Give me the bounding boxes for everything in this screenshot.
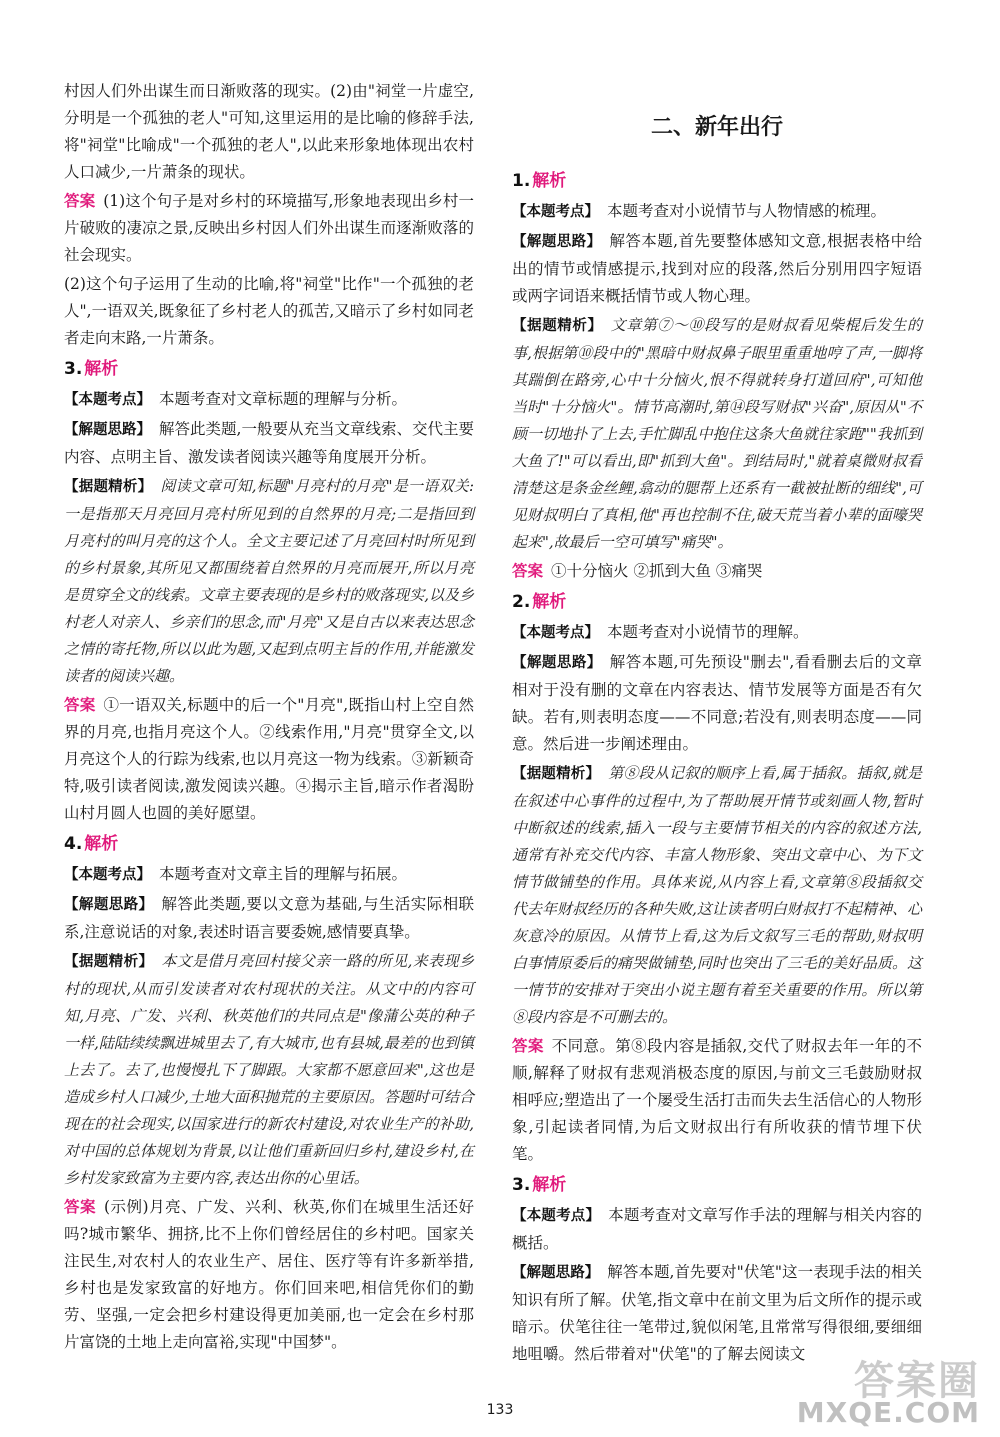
question-number: 3. [64,359,83,379]
r-q1-kaodian [512,198,922,226]
q4-silu [64,891,474,946]
right-column [512,78,922,1370]
kaodian-text: 本题考查对文章标题的理解与分析。 [159,390,408,408]
tag-silu: 【解题思路】 [512,1265,600,1281]
silu-text: 解答本题,首先要整体感知文意,根据表格中给出的情节或情感提示,找到对应的段落,然后分别用四字短语或两字词语来概括情节或人物心理。 [512,232,923,305]
r-q1-jingxi [512,312,922,556]
tag-silu: 【解题思路】 [512,655,602,671]
page-number: 133 [486,1402,514,1418]
r-q2-kaodian [512,619,922,647]
answer-label: 答案 [512,1037,544,1055]
silu-text: 解答此类题,要以文意为基础,与生活实际相联系,注意说话的对象,表述时语言要委婉,感情要真挚。 [64,895,475,941]
jingxi-text: 本文是借月亮回村接父亲一路的所见,来表现乡村的现状,从而引发读者对农村现状的关注。从文中的内容可知,月亮、广发、兴利、秋英他们的共同点是"像蒲公英的种子一样,陆陆续续飘进城里去了,有大城市,也有县城,最差的也到镇上去了。去了,也慢慢扎下了脚跟。大家都不愿意回来",这也是造成乡村人口减少,土地大面积抛荒的主要原因。答题时可结合现在的社会现实,以国家进行的新农村建设,对农业生产的补助,对中国的总体规划为背景,以让他们重新回归乡村,建设乡村,在乡村发家致富为主要内容,表达出你的心里话。 [64,952,474,1187]
silu-text: 解答本题,首先要对"伏笔"这一表现手法的相关知识有所了解。伏笔,指文章中在前文里为后文所作的提示或暗示。伏笔往往一笔带过,貌似闲笔,且常常写得很细,要细细地咀嚼。然后带着对"伏笔"的了解去阅读文 [512,1263,923,1363]
analysis-label: 解析 [84,834,119,854]
left-column [64,78,474,1358]
watermark-logo [778,1349,988,1429]
r-q1-answer [512,558,922,585]
jingxi-text: 阅读文章可知,标题"月亮村的月亮"是一语双关:一是指那天月亮回月亮村所见到的自然界的月亮;二是指回到月亮村的叫月亮的这个人。全文主要记述了月亮回村时所见到的乡村景象,其所见又都围绕着自然界的月亮而展开,所以月亮是贯穿全文的线索。文章主要表现的是乡村的败落现实,以及乡村老人对亲人、乡亲们的思念,而"月亮"又是自古以来表达思念之情的寄托物,所以以此为题,又起到点明主旨的作用,并能激发读者的阅读兴趣。 [64,477,475,685]
question-number: 3. [512,1175,531,1195]
question-number: 4. [64,834,83,854]
q3-jingxi [64,473,474,690]
question-3-heading [64,354,474,384]
silu-text: 解答本题,可先预设"删去",看看删去后的文章相对于没有删的文章在内容表达、情节发展等方面是否有欠缺。若有,则表明态度——不同意;若没有,则表明态度——同意。然后进一步阐述理由。 [512,653,922,753]
r-q2-silu [512,649,922,758]
tag-jingxi: 【据题精析】 [512,766,601,782]
question-1-heading [512,166,922,196]
r-q3-kaodian [512,1202,922,1257]
q4-kaodian [64,861,474,889]
silu-text: 解答此类题,一般要从充当文章线索、交代主要内容、点明主旨、激发读者阅读兴趣等角度展开分析。 [64,420,474,466]
kaodian-text: 本题考查对文章写作手法的理解与相关内容的概括。 [512,1206,922,1252]
question-number: 1. [512,171,531,191]
q2-answer-2: (2)这个句子运用了生动的比喻,将"祠堂"比作"一个孤独的老人",一语双关,既象征了乡村老人的孤苦,又暗示了乡村如同老者走向末路,一片萧条。 [64,275,474,347]
tag-kaodian: 【本题考点】 [64,867,151,883]
q2-answer-1 [64,188,474,269]
tag-silu: 【解题思路】 [512,234,602,250]
jingxi-text: 文章第⑦～⑩段写的是财叔看见柴棍后发生的事,根据第⑩段中的"黑暗中财叔鼻子眼里重重地哼了声,一脚将其踹倒在路旁,心中十分恼火,恨不得就转身打道回府",可知他当时"十分恼火"。情节高潮时,第⑭段写财叔"兴奋",原因从"不顾一切地扑了上去,手忙脚乱中抱住这条大鱼就往家跑""我抓到大鱼了!"可以看出,即"抓到大鱼"。到结局时,"就着桌微财叔看清楚这是条金丝鲤,翕动的腮帮上还系有一截被扯断的细线",可见财叔明白了真相,他"再也控制不住,破天荒当着小辈的面嚎哭起来",故最后一空可填写"痛哭"。 [512,316,922,551]
tag-jingxi: 【据题精析】 [64,954,154,970]
analysis-label: 解析 [532,1175,567,1195]
watermark-top: 答案圈 [854,1358,980,1404]
analysis-label: 解析 [84,359,119,379]
kaodian-text: 本题考查对小说情节的理解。 [607,623,809,641]
answer-text: ①一语双关,标题中的后一个"月亮",既指山村上空自然界的月亮,也指月亮这个人。②线索作用,"月亮"贯穿全文,以月亮这个人的行踪为线索,也以月亮这一物为线索。③新颖奇特,吸引读者阅读,激发阅读兴趣。④揭示主旨,暗示作者渴盼山村月圆人也圆的美好愿望。 [64,696,474,822]
kaodian-text: 本题考查对文章主旨的理解与拓展。 [159,865,408,883]
watermark-bottom: MXQE.COM [796,1396,980,1429]
analysis-label: 解析 [532,171,567,191]
tag-silu: 【解题思路】 [64,422,152,438]
q3-answer [64,692,474,827]
tag-kaodian: 【本题考点】 [64,392,151,408]
answer-label: 答案 [64,1198,96,1216]
kaodian-text: 本题考查对小说情节与人物情感的梳理。 [607,202,887,220]
analysis-label: 解析 [532,592,567,612]
question-4-heading [64,829,474,859]
tag-jingxi: 【据题精析】 [64,479,153,495]
question-number: 2. [512,592,531,612]
q4-jingxi [64,948,474,1192]
r-q1-silu [512,228,922,310]
tag-jingxi: 【据题精析】 [512,318,603,334]
jingxi-text: 第⑧段从记叙的顺序上看,属于插叙。插叙,就是在叙述中心事件的过程中,为了帮助展开情节或刻画人物,暂时中断叙述的线索,插入一段与主要情节相关的内容的叙述方法,通常有补充交代内容、丰富人物形象、突出文章中心、为下文情节做铺垫的作用。具体来说,从内容上看,文章第⑧段插叙交代去年财叔经历的各种失败,这让读者明白财叔打不起精神、心灰意冷的原因。从情节上看,这为后文叙写三毛的帮助,财叔明白事情原委后的痛哭做铺垫,同时也突出了三毛的美好品质。这一情节的安排对于突出小说主题有着至关重要的作用。所以第⑧段内容是不可删去的。 [512,764,922,1026]
q3-kaodian [64,386,474,414]
answer-text: 不同意。第⑧段内容是插叙,交代了财叔去年一年的不顺,解释了财叔有悲观消极态度的原因,与前文三毛鼓励财叔相呼应;塑造出了一个屡受生活打击而失去生活信心的人物形象,引起读者同情,为后文财叔出行有所收获的情节埋下伏笔。 [512,1037,922,1163]
answer-text: ①十分恼火 ②抓到大鱼 ③痛哭 [551,562,763,580]
r-q2-answer [512,1033,922,1168]
question-2-heading [512,587,922,617]
section-title: 二、新年出行 [650,114,783,140]
tag-kaodian: 【本题考点】 [512,625,599,641]
question-3r-heading [512,1170,922,1200]
q2-analysis-tail: 村因人们外出谋生而日渐败落的现实。(2)由"祠堂一片虚空,分明是一个孤独的老人"可知,这里运用的是比喻的修辞手法,将"祠堂"比喻成"一个孤独的老人",以此来形象地体现出农村人口减少,一片萧条的现状。 [64,82,474,181]
q4-answer [64,1194,474,1356]
tag-kaodian: 【本题考点】 [512,204,599,220]
q3-silu [64,416,474,471]
tag-silu: 【解题思路】 [64,897,154,913]
answer-text: (示例)月亮、广发、兴利、秋英,你们在城里生活还好吗?城市繁华、拥挤,比不上你们曾经居住的乡村吧。国家关注民生,对农村人的农业生产、居住、医疗等有许多新举措,乡村也是发家致富的好地方。你们回来吧,相信凭你们的勤劳、坚强,一定会把乡村建设得更加美丽,也一定会在乡村那片富饶的土地上走向富裕,实现"中国梦"。 [64,1198,474,1351]
answer-label: 答案 [64,696,96,714]
answer-text: (1)这个句子是对乡村的环境描写,形象地表现出乡村一片破败的凄凉之景,反映出乡村因人们外出谋生而逐渐败落的社会现实。 [64,192,474,264]
answer-label: 答案 [512,562,544,580]
answer-label: 答案 [64,192,96,210]
tag-kaodian: 【本题考点】 [512,1208,601,1224]
r-q2-jingxi [512,760,922,1031]
